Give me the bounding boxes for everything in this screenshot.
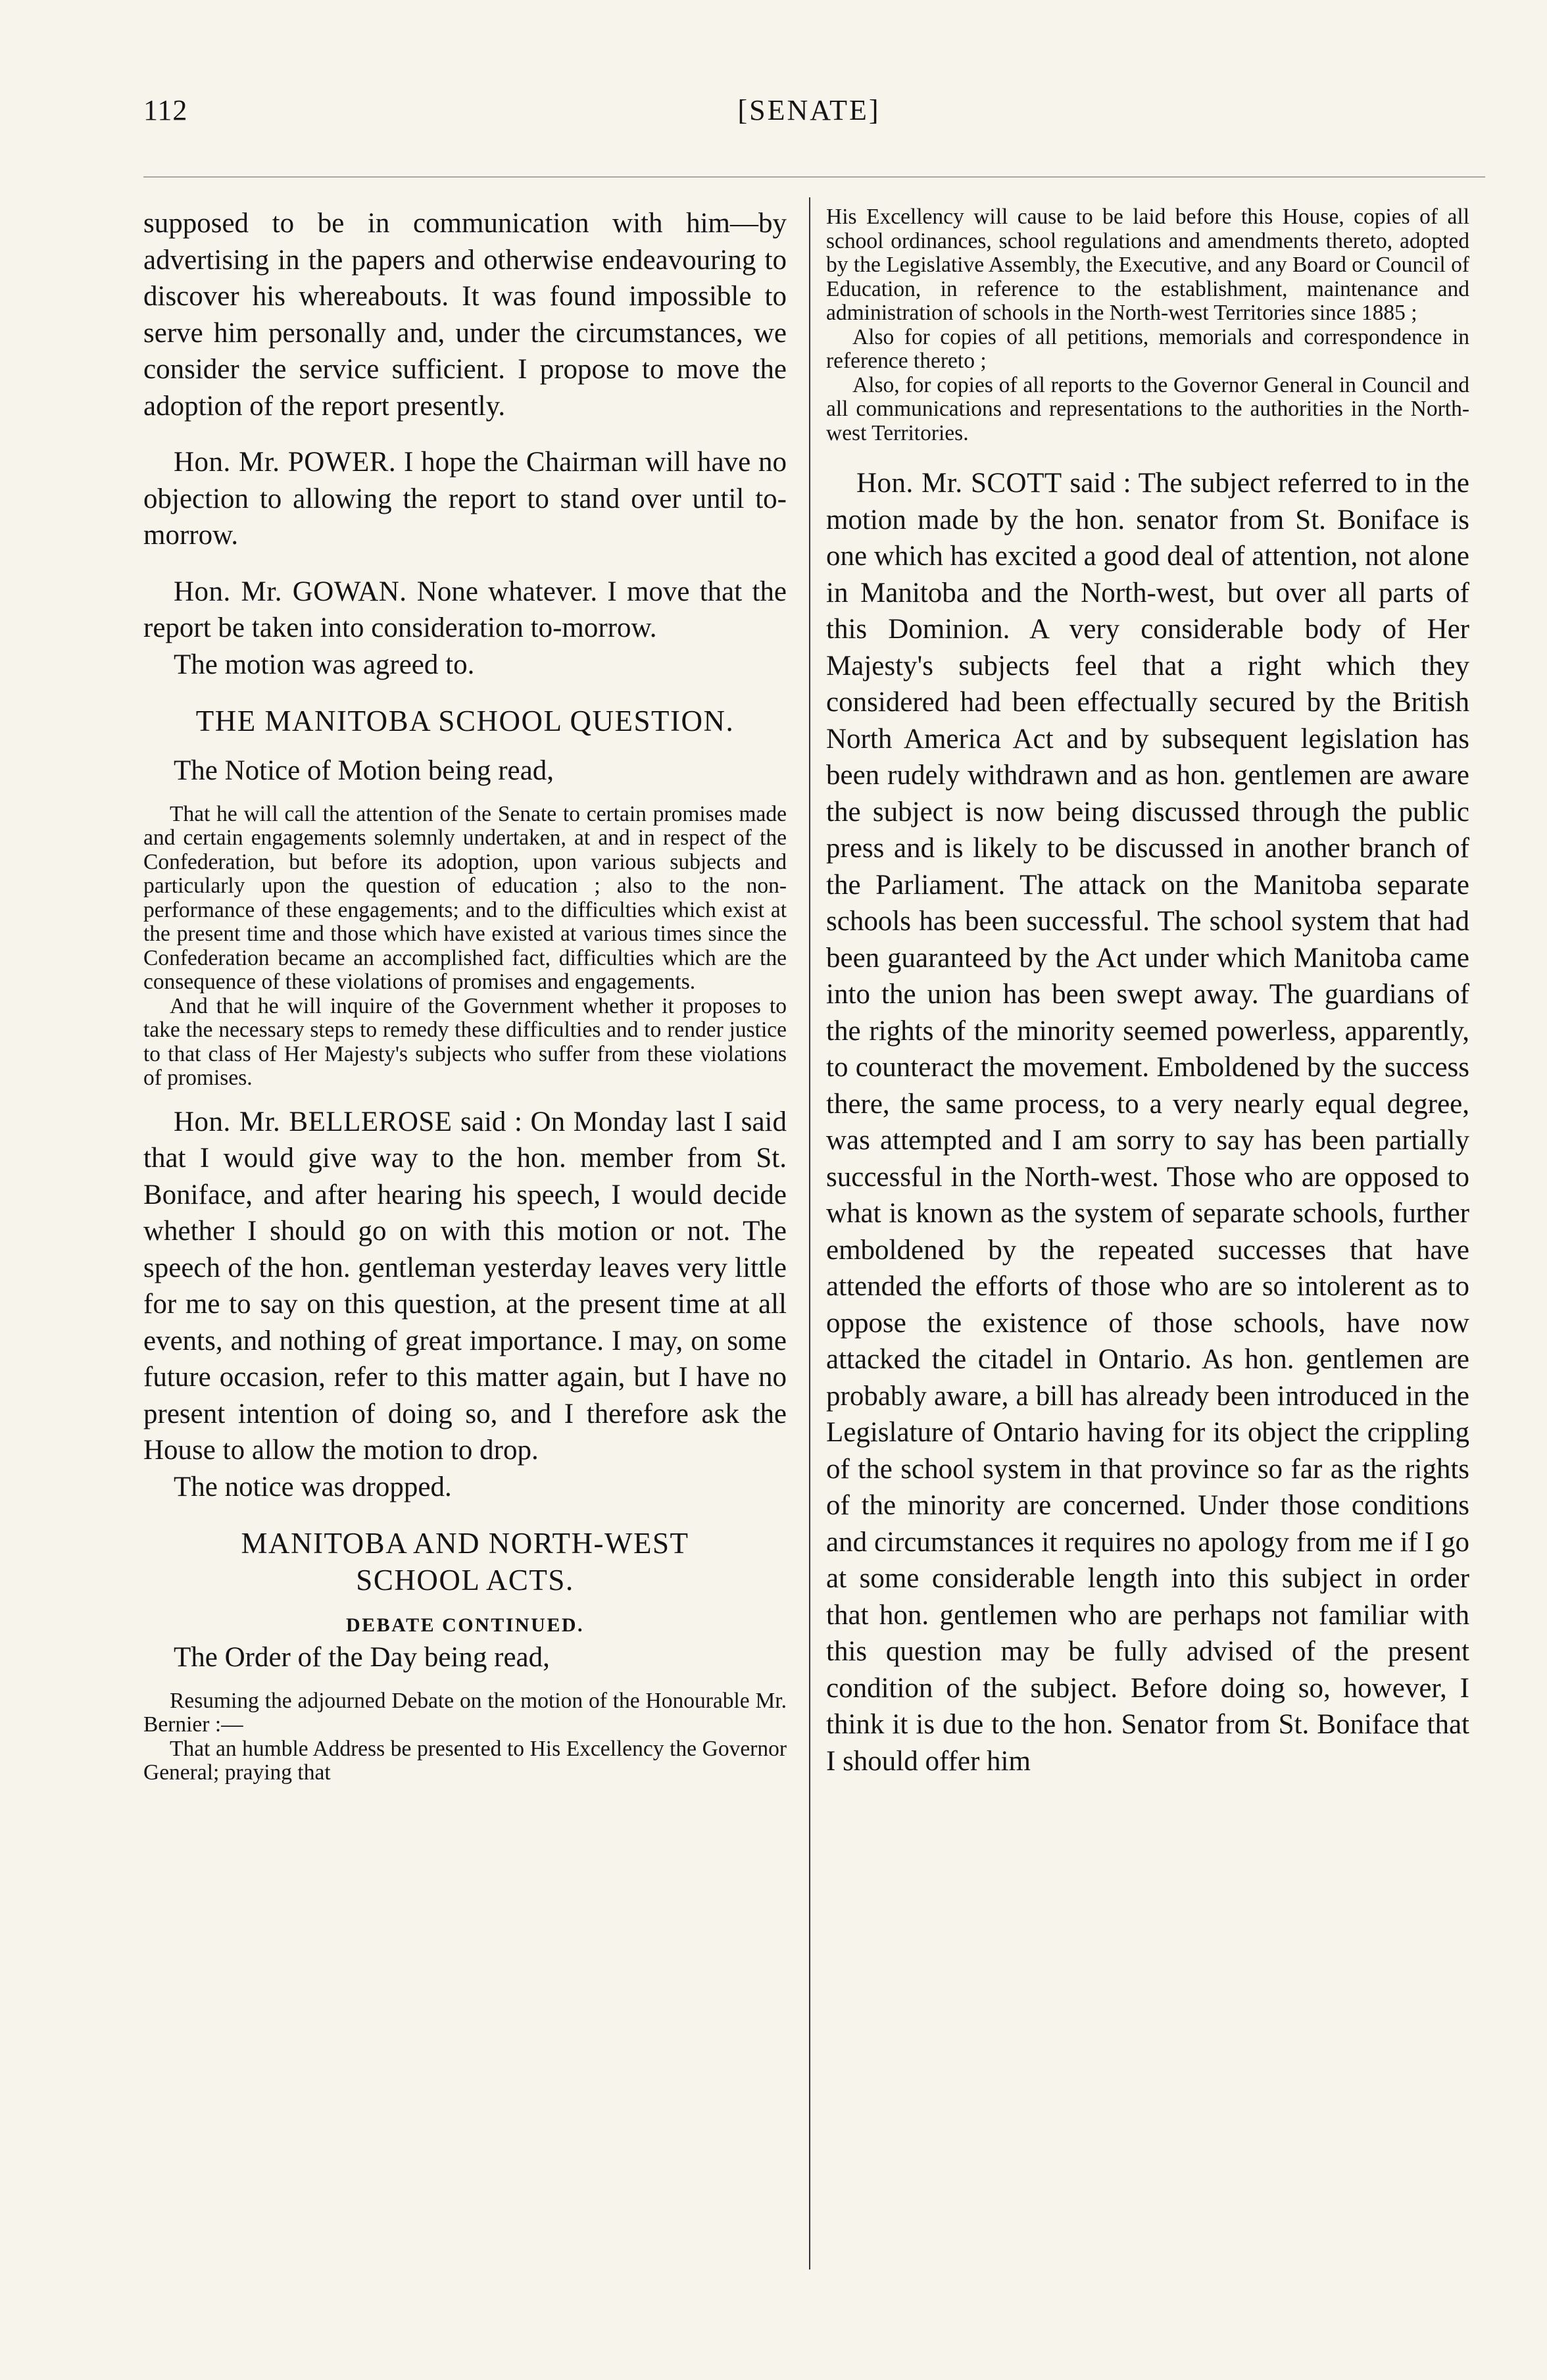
running-head: [SENATE] [737,94,881,126]
address-continued: His Excellency will cause to be laid before this House, copies of all school ordinances, school regulations and amendments thereto, adopted by the Legislative Assembly, the Executive, and any Board or Council of Education, in reference to the establishment, maintenance and administration of schools in the North-west Territories since 1885 ; [826,205,1469,325]
address-also-reports: Also, for copies of all reports to the Governor General in Council and all communications and representations to the authorities in the North-west Territories. [826,372,1469,445]
address-also-petitions: Also for copies of all petitions, memorials and correspondence in reference thereto ; [826,324,1469,373]
notice-dropped: The notice was dropped. [174,1471,452,1502]
speech-power [143,444,787,554]
motion-agreed: The motion was agreed to. [174,649,475,680]
resuming-debate: Resuming the adjourned Debate on the motion of the Honourable Mr. Bernier :— [143,1688,787,1737]
speaker-name: Hon. Mr. BELLEROSE [174,1106,453,1137]
section-heading: MANITOBA AND NORTH-WEST [241,1527,689,1560]
speaker-name: Hon. Mr. SCOTT [856,468,1062,499]
address-text: That an humble Address be presented to His Excellency the Governor General; praying that [143,1736,787,1785]
speaker-name: Hon. Mr. POWER. [174,447,397,478]
sub-heading: DEBATE CONTINUED. [346,1614,584,1636]
speaker-name: Hon. Mr. GOWAN. [174,576,407,607]
order-read: The Order of the Day being read, [174,1642,550,1673]
notice-motion-text: That he will call the attention of the Senate to certain promises made and certain engagements solemnly undertaken, at and in respect of the Confederation, but before its adoption, upon various subjects and particularly upon the question of education ; also to the non-performance of these engagements; and to the difficulties which exist at the present time and those which have existed at various times since the Confederation became an accomplished fact, difficulties which are the consequence of these violations of promises and engagements. [143,801,787,994]
right-column [826,205,1469,2284]
notice-read: The Notice of Motion being read, [174,755,554,786]
speech-bellerose [143,1104,787,1469]
section-heading: THE MANITOBA SCHOOL QUESTION. [195,705,735,737]
speech-scott [826,465,1469,1779]
paragraph-continued: supposed to be in communication with him—by advertising in the papers and otherwise endeavouring to discover his whereabouts. It was found impossible to serve him personally and, under the circumstances, we consider the service sufficient. I propose to move the adoption of the report presently. [143,208,787,422]
speech-text: said : On Monday last I said that I would give way to the hon. member from St. Boniface, and after hearing his speech, I would decide whether I should go on with this motion or not. The speech of the hon. gentleman yesterday leaves very little for me to say on this question, at the present time at all events, and nothing of great importance. I may, on some future occasion, refer to this matter again, but I have no present intention of doing so, and I therefore ask the House to allow the motion to drop. [143,1106,787,1466]
section-heading: SCHOOL ACTS. [356,1564,574,1597]
speech-text: None whatever. I move that the report be taken into consideration to-morrow. [143,576,787,643]
speech-text: said : The subject referred to in the motion made by the hon. senator from St. Boniface is one which has excited a good deal of attention, not alone in Manitoba and the North-west, but over all parts of this Dominion. A very considerable body of Her Majesty's subjects feel that a right which they considered had been effectually secured by the British North America Act and by subsequent legislation has been rudely withdrawn and as hon. gentlemen are aware the subject is now being discussed through the public press and is likely to be discussed in another branch of the Parliament. The attack on the Manitoba separate schools has been successful. The school system that had been guaranteed by the Act under which Manitoba came into the union has been swept away. The guardians of the rights of the minority seemed powerless, apparently, to counteract the movement. Emboldened by the success there, the same process, to a very nearly equal degree, was attempted and I am sorry to say has been partially successful in the North-west. Those who are opposed to what is known as the system of separate schools, further emboldened by the repeated successes that have attended the efforts of those who are so intolerent as to oppose the existence of those schools, have now attacked the citadel in Ontario. As hon. gentlemen are probably aware, a bill has already been introduced in the Legislature of Ontario having for its object the crippling of the school system in that province so far as the rights of the minority are concerned. Under those conditions and circumstances it requires no apology from me if I go at some considerable length into this subject in order that hon. gentlemen who are perhaps not familiar with this question may be fully advised of the present condition of the subject. Before doing so, however, I think it is due to the hon. Senator from St. Boniface that I should offer him [826,468,1469,1777]
page-number: 112 [143,94,188,126]
speech-text: I hope the Chairman will have no objection to allowing the report to stand over until to-morrow. [143,447,787,551]
header-rule [143,176,1485,178]
column-divider [809,197,810,2269]
notice-motion-inquiry: And that he will inquire of the Government whether it proposes to take the necessary steps to remedy these difficulties and to render justice to that class of Her Majesty's subjects who suffer from these violations of promises. [143,993,787,1090]
left-column [143,205,787,2284]
speech-gowan [143,574,787,647]
